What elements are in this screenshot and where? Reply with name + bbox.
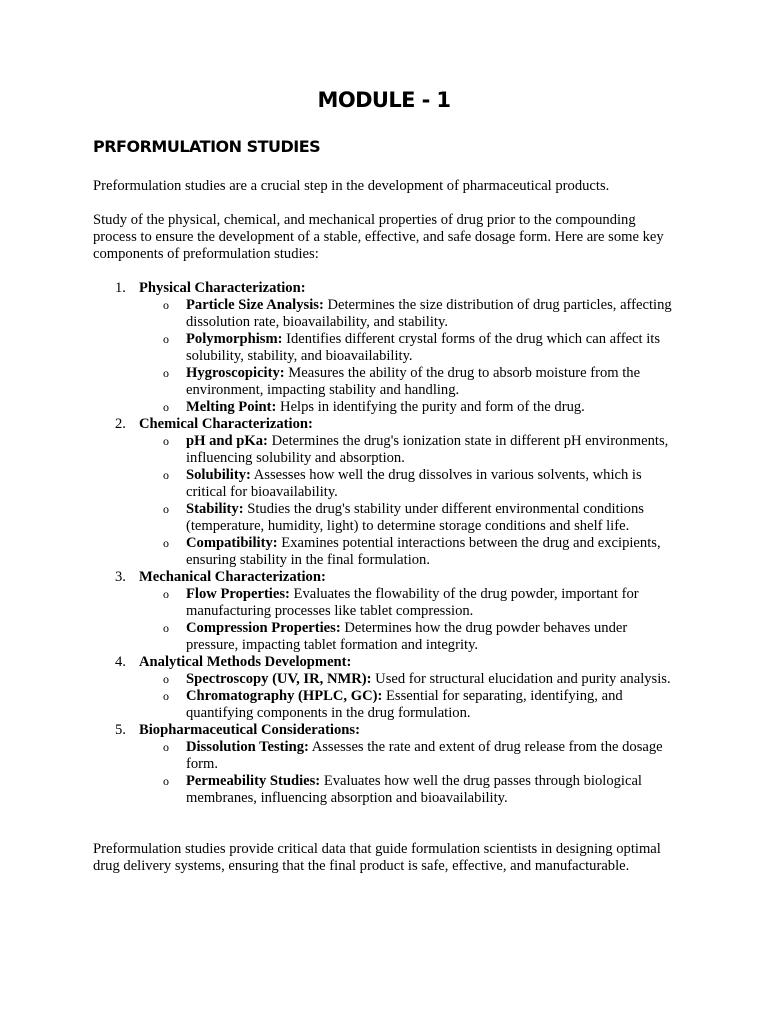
section-title: Physical Characterization: <box>139 280 306 296</box>
subsection-list <box>139 739 683 807</box>
subsection-list <box>139 586 683 654</box>
bullet-icon: o <box>163 502 169 516</box>
section-item <box>93 280 683 416</box>
subsection-item <box>139 773 683 807</box>
bullet-icon: o <box>163 536 169 550</box>
subsection-item <box>139 688 683 722</box>
subsection-title: Particle Size Analysis: <box>186 297 324 313</box>
bullet-icon: o <box>163 298 169 312</box>
subsection-title: Solubility: <box>186 467 251 483</box>
bullet-icon: o <box>163 400 169 414</box>
bullet-icon: o <box>163 468 169 482</box>
study-paragraph: Study of the physical, chemical, and mechanical properties of drug prior to the compounding process to ensure the development of a stable, effective, and safe dosage form. Here are some key components of preformulation studies: <box>93 212 664 262</box>
bullet-icon: o <box>163 434 169 448</box>
subsection-list <box>139 433 683 569</box>
subsection-title: Compatibility: <box>186 535 278 551</box>
subsection-text: Determines the size distribution of drug particles, affecting dissolution rate, bioavailability, and stability. <box>186 297 672 330</box>
bullet-icon: o <box>163 366 169 380</box>
bullet-icon: o <box>163 587 169 601</box>
subsection-text: Assesses the rate and extent of drug release from the dosage form. <box>186 739 663 772</box>
subsection-title: Dissolution Testing: <box>186 739 309 755</box>
subsection-title: Polymorphism: <box>186 331 283 347</box>
subsection-list <box>139 297 683 416</box>
bullet-icon: o <box>163 689 169 703</box>
module-title: MODULE - 1 <box>317 88 451 112</box>
components-list <box>93 280 683 807</box>
section-item <box>93 722 683 807</box>
subsection-item <box>139 586 683 620</box>
subsection-title: pH and pKa: <box>186 433 268 449</box>
section-item <box>93 416 683 569</box>
subsection-item <box>139 297 683 331</box>
bullet-icon: o <box>163 774 169 788</box>
section-number: 4. <box>115 654 126 670</box>
subsection-text: Used for structural elucidation and purity analysis. <box>371 671 671 687</box>
subsection-title: Permeability Studies: <box>186 773 321 789</box>
subsection-item <box>139 671 683 688</box>
section-title: Chemical Characterization: <box>139 416 313 432</box>
subsection-item <box>139 467 683 501</box>
subsection-title: Stability: <box>186 501 244 517</box>
subsection-title: Spectroscopy (UV, IR, NMR): <box>186 671 372 687</box>
subsection-text: Evaluates the flowability of the drug powder, important for manufacturing processes like tablet compression. <box>186 586 639 619</box>
subsection-item <box>139 399 683 416</box>
subsection-text: Determines the drug's ionization state in different pH environments, influencing solubility and absorption. <box>186 433 669 466</box>
section-item <box>93 654 683 722</box>
subsection-text: Evaluates how well the drug passes through biological membranes, influencing absorption and bioavailability. <box>186 773 642 806</box>
subsection-text: Studies the drug's stability under different environmental conditions (temperature, humidity, light) to determine storage conditions and shelf life. <box>186 501 644 534</box>
section-number: 5. <box>115 722 126 738</box>
subsection-item <box>139 535 683 569</box>
section-heading: PRFORMULATION STUDIES <box>93 137 321 156</box>
subsection-title: Melting Point: <box>186 399 277 415</box>
subsection-text: Assesses how well the drug dissolves in various solvents, which is critical for bioavailability. <box>186 467 642 500</box>
subsection-title: Chromatography (HPLC, GC): <box>186 688 383 704</box>
subsection-title: Flow Properties: <box>186 586 290 602</box>
subsection-list <box>139 671 683 722</box>
subsection-item <box>139 739 683 773</box>
bullet-icon: o <box>163 672 169 686</box>
bullet-icon: o <box>163 740 169 754</box>
subsection-item <box>139 331 683 365</box>
subsection-text: Helps in identifying the purity and form of the drug. <box>276 399 585 415</box>
subsection-item <box>139 365 683 399</box>
bullet-icon: o <box>163 621 169 635</box>
subsection-item <box>139 501 683 535</box>
subsection-text: Determines how the drug powder behaves under pressure, impacting tablet formation and integrity. <box>186 620 628 653</box>
section-title: Biopharmaceutical Considerations: <box>139 722 360 738</box>
subsection-title: Compression Properties: <box>186 620 341 636</box>
bullet-icon: o <box>163 332 169 346</box>
subsection-item <box>139 433 683 467</box>
closing-paragraph: Preformulation studies provide critical data that guide formulation scientists in designing optimal drug delivery systems, ensuring that the final product is safe, effective, and manufacturable. <box>93 841 661 874</box>
section-number: 3. <box>115 569 126 585</box>
section-number: 1. <box>115 280 126 296</box>
subsection-text: Measures the ability of the drug to absorb moisture from the environment, impacting stability and handling. <box>186 365 641 398</box>
subsection-text: Examines potential interactions between the drug and excipients, ensuring stability in the final formulation. <box>186 535 661 568</box>
subsection-text: Essential for separating, identifying, and quantifying components in the drug formulation. <box>186 688 623 721</box>
section-title: Analytical Methods Development: <box>139 654 352 670</box>
subsection-text: Identifies different crystal forms of the drug which can affect its solubility, stability, and bioavailability. <box>186 331 661 364</box>
subsection-item <box>139 620 683 654</box>
section-number: 2. <box>115 416 126 432</box>
subsection-title: Hygroscopicity: <box>186 365 285 381</box>
section-item <box>93 569 683 654</box>
section-title: Mechanical Characterization: <box>139 569 326 585</box>
intro-paragraph: Preformulation studies are a crucial step in the development of pharmaceutical products. <box>93 178 610 194</box>
